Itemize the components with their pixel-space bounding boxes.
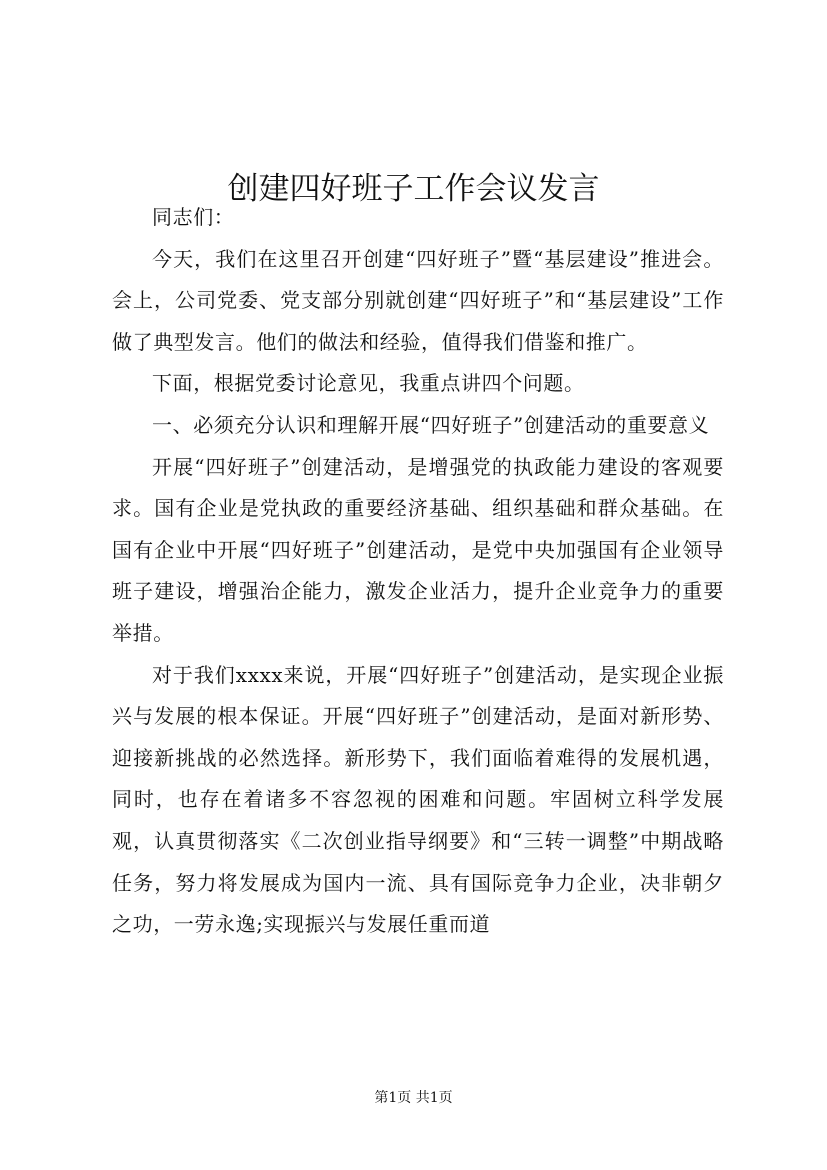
paragraph-salutation: 同志们： [152,205,235,229]
section-heading-1: 一、必须充分认识和理解开展“四好班子”创建活动的重要意义 [152,412,710,437]
paragraph-intro: 今天，我们在这里召开创建“四好班子”暨“基层建设”推进会。会上，公司党委、党支部分别就创建“四好班子”和“基层建设”工作做了典型发言。他们的做法和经验，值得我们借鉴和推广。 [112,246,724,354]
page-footer: 第1页 共1页 [374,1090,453,1106]
paragraph-significance: 开展“四好班子”创建活动，是增强党的执政能力建设的客观要求。国有企业是党执政的重要经济基础、组织基础和群众基础。在国有企业中开展“四好班子”创建活动，是党中央加强国有企业领导班子建设，增强治企能力，激发企业活力，提升企业竞争力的重要举措。 [112,454,724,645]
document-title: 创建四好班子工作会议发言 [227,170,600,207]
document-body [112,197,724,946]
paragraph-outline: 下面，根据党委讨论意见，我重点讲四个问题。 [152,371,585,396]
paragraph-guarantee: 对于我们xxxx来说，开展“四好班子”创建活动，是实现企业振兴与发展的根本保证。开展“四好班子”创建活动，是面对新形势、迎接新挑战的必然选择。新形势下，我们面临着难得的发展机遇，同时，也存在着诸多不容忽视的困难和问题。牢固树立科学发展观，认真贯彻落实《二次创业指导纲要》和“三转一调整”中期战略任务，努力将发展成为国内一流、具有国际竞争力企业，决非朝夕之功，一劳永逸;实现振兴与发展任重而道 [112,662,724,937]
